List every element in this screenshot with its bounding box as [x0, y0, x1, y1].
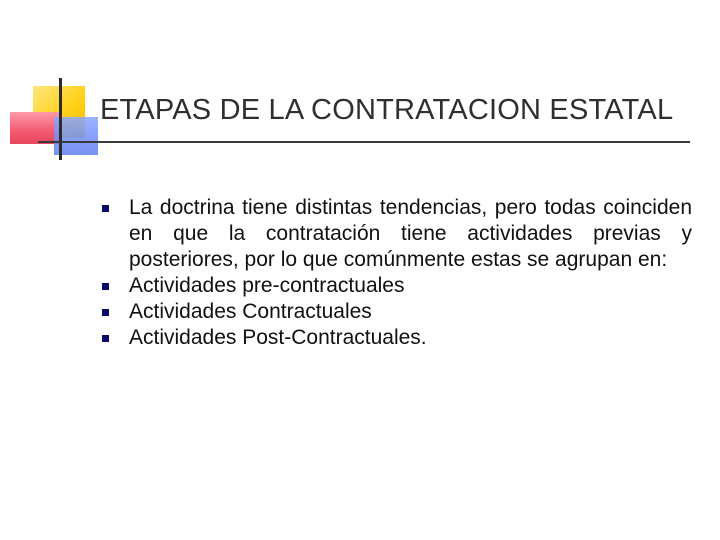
square-bullet-icon — [102, 283, 109, 290]
list-item-text: Actividades Contractuales — [129, 300, 372, 323]
bullet-list — [102, 195, 692, 351]
decoration-vertical-line — [59, 78, 62, 160]
decoration-red-bar — [10, 112, 60, 144]
title-underline — [38, 141, 690, 143]
square-bullet-icon — [102, 309, 109, 316]
list-item-text: Actividades Post-Contractuales. — [129, 326, 427, 349]
list-item — [102, 325, 692, 351]
square-bullet-icon — [102, 335, 109, 342]
list-item — [102, 195, 692, 273]
list-item-text: Actividades pre-contractuales — [129, 274, 405, 297]
slide-title: ETAPAS DE LA CONTRATACION ESTATAL — [100, 94, 674, 126]
square-bullet-icon — [102, 205, 109, 212]
list-item — [102, 273, 692, 299]
list-item — [102, 299, 692, 325]
list-item-text: La doctrina tiene distintas tendencias, pero todas coinciden en que la contratación tiene actividades previas y posteriores, por lo que comúnmente estas se agrupan en: — [129, 196, 692, 271]
